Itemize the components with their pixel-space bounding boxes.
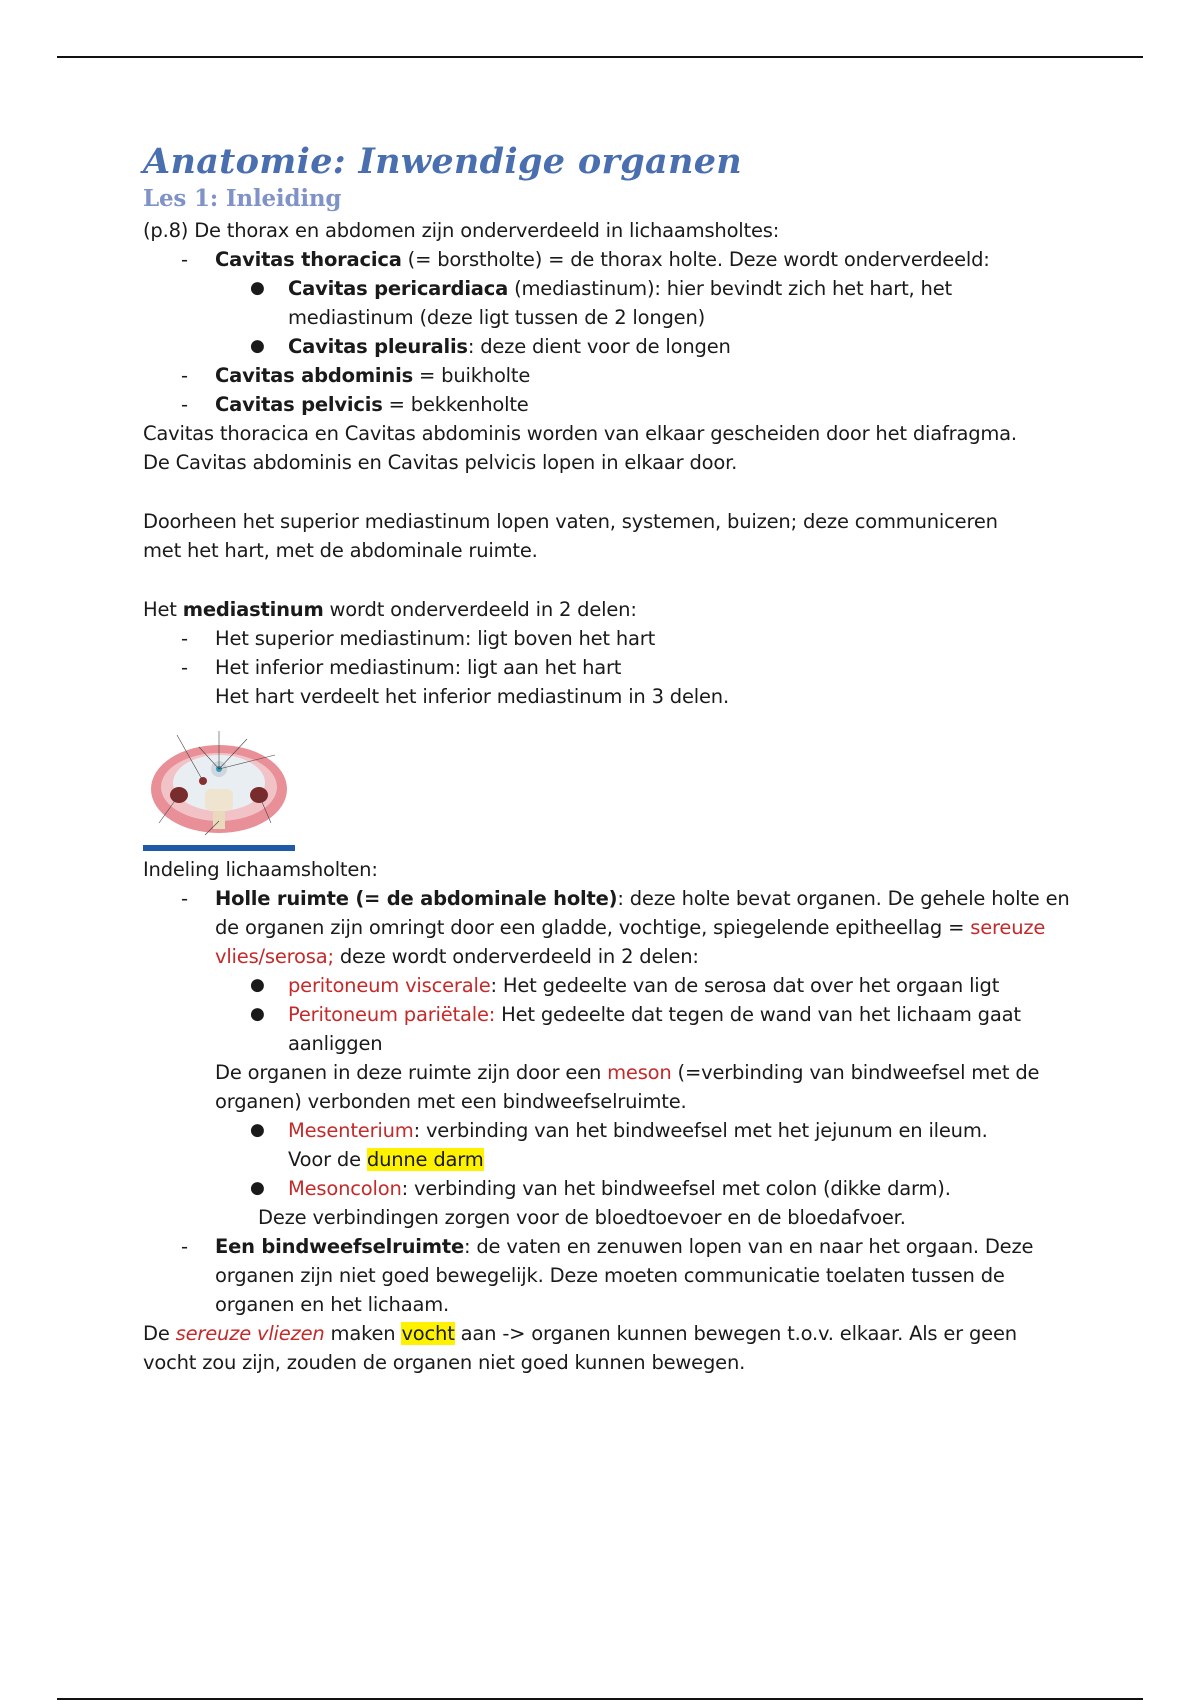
meson-paragraph [143,1058,1073,1116]
highlight-vocht: vocht [401,1322,455,1345]
term-sereuze: sereuze [970,916,1046,939]
term-bindweefselruimte: Een bindweefselruimte [215,1235,465,1258]
text-superior: Het superior mediastinum: ligt boven het hart [215,627,656,650]
verbindingen-line: Deze verbindingen zorgen voor de bloedtoevoer en de bloedafvoer. [258,1206,906,1229]
list-item-mesenterium [143,1116,1073,1174]
term-holle-ruimte: Holle ruimte (= de abdominale holte) [215,887,618,910]
text-pelvicis: = bekkenholte [382,393,529,416]
text-parietal: Het gedeelte dat tegen de wand van het lichaam gaat [495,1003,1021,1026]
mediastinum-lead-post: wordt onderverdeeld in 2 delen: [323,598,637,621]
mediastinum-lead-pre: Het [143,598,183,621]
closing-pre: De [143,1322,176,1345]
term-mesocolon: Mesoncolon [288,1177,402,1200]
text-pericardiaca-cont: mediastinum (deze ligt tussen de 2 longen) [288,306,706,329]
dash-marker: - [181,364,188,387]
dash-marker: - [181,656,188,679]
thorax-diagram-image [143,721,295,853]
text-inferior-cont: Het hart verdeelt het inferior mediastinum in 3 delen. [215,685,729,708]
list-item-bindweefselruimte [143,1232,1073,1319]
bullet-marker: ● [250,336,265,356]
list-item-pelvicis [143,390,1073,419]
closing-post: aan -> organen kunnen bewegen t.o.v. elkaar. Als er geen [454,1322,1017,1345]
term-pericardiaca: Cavitas pericardiaca [288,277,509,300]
text-visceral: : Het gedeelte van de serosa dat over het orgaan ligt [490,974,1000,997]
highlight-dunne-darm: dunne darm [366,1148,484,1171]
top-rule [57,56,1143,58]
text-bindweefsel-line3: organen en het lichaam. [215,1293,450,1316]
term-thoracica: Cavitas thoracica [215,248,402,271]
text-holle-line3: deze wordt onderverdeeld in 2 delen: [333,945,699,968]
text-thoracica: (= borstholte) = de thorax holte. Deze wordt onderverdeeld: [401,248,990,271]
text-abdominis: = buikholte [413,364,531,387]
dash-marker: - [181,627,188,650]
section-subtitle: Les 1: Inleiding [143,185,342,212]
text-bindweefsel-line2: organen zijn niet goed bewegelijk. Deze moeten communicatie toelaten tussen de [215,1264,1005,1287]
term-pleuralis: Cavitas pleuralis [288,335,468,358]
intro-line: (p.8) De thorax en abdomen zijn onderverdeeld in lichaamsholtes: [143,219,780,242]
term-abdominis: Cavitas abdominis [215,364,413,387]
dash-marker: - [181,248,188,271]
page-title: Anatomie: Inwendige organen [143,141,743,182]
closing-line2: vocht zou zijn, zouden de organen niet goed kunnen bewegen. [143,1351,746,1374]
term-peritoneum-viscerale: peritoneum viscerale [288,974,491,997]
thorax-cross-section-figure [143,721,295,853]
para2-line2: met het hart, met de abdominale ruimte. [143,539,538,562]
text-holle-line2: de organen zijn omringt door een gladde, vochtige, spiegelende epitheellag = [215,916,971,939]
term-vlies-serosa: vlies/serosa; [215,945,334,968]
list-item-abdominis [143,361,1073,390]
indeling-lead: Indeling lichaamsholten: [143,858,378,881]
closing-line1 [143,1319,1073,1348]
list-item-pleuralis [143,332,1073,361]
list-item-superior [143,624,1073,653]
list-item-visceral [143,971,1073,1000]
text-meson-post: (=verbinding van bindweefsel met de [671,1061,1040,1084]
dash-marker: - [181,393,188,416]
term-peritoneum-parietale: Peritoneum pariëtale: [288,1003,496,1026]
para2-line1: Doorheen het superior mediastinum lopen vaten, systemen, buizen; deze communiceren [143,510,998,533]
text-pericardiaca: (mediastinum): hier bevindt zich het hart, het [508,277,952,300]
term-meson: meson [607,1061,672,1084]
dash-marker: - [181,887,188,910]
list-item-inferior [143,653,1073,711]
text-mesenterium: : verbinding van het bindweefsel met het jejunum en ileum. [413,1119,988,1142]
document-body [143,140,1073,1377]
dash-marker: - [181,1235,188,1258]
bullet-marker: ● [250,975,265,995]
mediastinum-lead [143,595,1073,624]
bullet-marker: ● [250,1004,265,1024]
text-mesenterium-line2: Voor de [288,1148,367,1171]
list-item-thoracica [143,245,1073,274]
term-mediastinum: mediastinum [182,598,324,621]
text-holle-ruimte: : deze holte bevat organen. De gehele holte en [617,887,1070,910]
bullet-marker: ● [250,1120,265,1140]
text-pleuralis: : deze dient voor de longen [467,335,731,358]
text-parietal-cont: aanliggen [288,1032,383,1055]
para1-line1: Cavitas thoracica en Cavitas abdominis worden van elkaar gescheiden door het diafragma. [143,422,1017,445]
text-meson-line2: organen) verbonden met een bindweefselruimte. [215,1090,687,1113]
term-mesenterium: Mesenterium [288,1119,414,1142]
term-pelvicis: Cavitas pelvicis [215,393,383,416]
bullet-marker: ● [250,1178,265,1198]
text-bindweefselruimte: : de vaten en zenuwen lopen van en naar het orgaan. Deze [464,1235,1034,1258]
bullet-marker: ● [250,278,265,298]
list-item-pericardiaca [143,274,1073,332]
closing-mid: maken [324,1322,402,1345]
list-item-parietal [143,1000,1073,1058]
list-item-holle-ruimte [143,884,1073,971]
text-meson-pre: De organen in deze ruimte zijn door een [215,1061,608,1084]
text-mesocolon: : verbinding van het bindweefsel met colon (dikke darm). [401,1177,951,1200]
text-inferior: Het inferior mediastinum: ligt aan het hart [215,656,622,679]
term-sereuze-vliezen: sereuze vliezen [175,1322,325,1345]
list-item-mesocolon [143,1174,1073,1203]
para1-line2: De Cavitas abdominis en Cavitas pelvicis lopen in elkaar door. [143,451,738,474]
